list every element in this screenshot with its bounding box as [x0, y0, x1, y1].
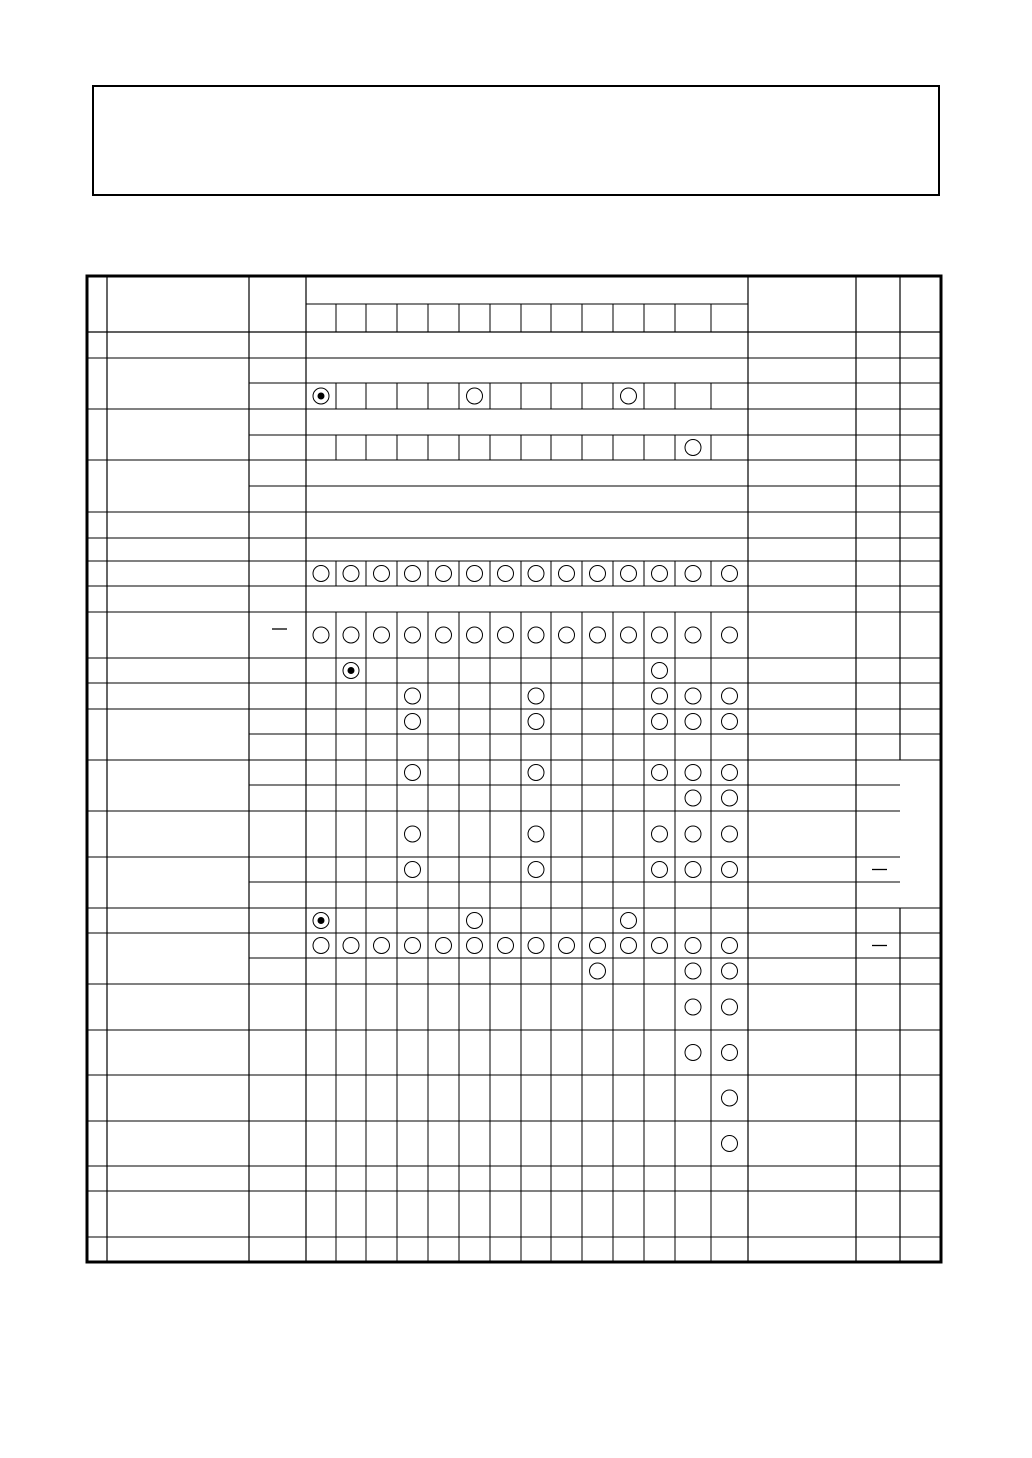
open-circle-icon — [528, 938, 544, 954]
open-circle-icon — [374, 938, 390, 954]
open-circle-icon — [621, 627, 637, 643]
open-circle-icon — [652, 765, 668, 781]
open-circle-icon — [405, 765, 421, 781]
open-circle-icon — [313, 627, 329, 643]
open-circle-icon — [621, 913, 637, 929]
open-circle-icon — [528, 627, 544, 643]
open-circle-icon — [652, 566, 668, 582]
open-circle-icon — [436, 938, 452, 954]
open-circle-icon — [722, 714, 738, 730]
open-circle-icon — [722, 765, 738, 781]
open-circle-icon — [652, 714, 668, 730]
open-circle-icon — [722, 1045, 738, 1061]
open-circle-icon — [685, 790, 701, 806]
open-circle-icon — [343, 627, 359, 643]
open-circle-icon — [405, 627, 421, 643]
open-circle-icon — [652, 862, 668, 878]
filled-dot-icon — [318, 393, 325, 400]
open-circle-icon — [652, 627, 668, 643]
open-circle-icon — [722, 790, 738, 806]
open-circle-icon — [685, 1045, 701, 1061]
open-circle-icon — [498, 566, 514, 582]
open-circle-icon — [559, 938, 575, 954]
open-circle-icon — [559, 627, 575, 643]
open-circle-icon — [467, 913, 483, 929]
open-circle-icon — [590, 627, 606, 643]
open-circle-icon — [722, 963, 738, 979]
open-circle-icon — [621, 938, 637, 954]
table-frame — [87, 276, 941, 1262]
open-circle-icon — [528, 765, 544, 781]
open-circle-icon — [722, 1090, 738, 1106]
open-circle-icon — [722, 862, 738, 878]
open-circle-icon — [528, 566, 544, 582]
open-circle-icon — [467, 627, 483, 643]
open-circle-icon — [685, 627, 701, 643]
open-circle-icon — [467, 388, 483, 404]
open-circle-icon — [374, 566, 390, 582]
open-circle-icon — [405, 938, 421, 954]
open-circle-icon — [436, 566, 452, 582]
open-circle-icon — [559, 566, 575, 582]
open-circle-icon — [467, 566, 483, 582]
filled-dot-icon — [318, 917, 325, 924]
open-circle-icon — [652, 826, 668, 842]
open-circle-icon — [685, 714, 701, 730]
open-circle-icon — [498, 938, 514, 954]
open-circle-icon — [590, 566, 606, 582]
open-circle-icon — [528, 688, 544, 704]
open-circle-icon — [685, 440, 701, 456]
open-circle-icon — [467, 938, 483, 954]
open-circle-icon — [722, 826, 738, 842]
open-circle-icon — [405, 688, 421, 704]
open-circle-icon — [685, 566, 701, 582]
open-circle-icon — [722, 1136, 738, 1152]
open-circle-icon — [621, 388, 637, 404]
open-circle-icon — [343, 566, 359, 582]
open-circle-icon — [405, 714, 421, 730]
open-circle-icon — [590, 938, 606, 954]
open-circle-icon — [528, 826, 544, 842]
open-circle-icon — [343, 938, 359, 954]
open-circle-icon — [722, 688, 738, 704]
open-circle-icon — [685, 765, 701, 781]
open-circle-icon — [722, 999, 738, 1015]
open-circle-icon — [498, 627, 514, 643]
open-circle-icon — [652, 663, 668, 679]
open-circle-icon — [374, 627, 390, 643]
open-circle-icon — [722, 627, 738, 643]
open-circle-icon — [590, 963, 606, 979]
open-circle-icon — [685, 999, 701, 1015]
open-circle-icon — [528, 862, 544, 878]
open-circle-icon — [722, 938, 738, 954]
open-circle-icon — [685, 862, 701, 878]
open-circle-icon — [405, 826, 421, 842]
open-circle-icon — [621, 566, 637, 582]
open-circle-icon — [685, 963, 701, 979]
filled-dot-icon — [348, 667, 355, 674]
open-circle-icon — [528, 714, 544, 730]
open-circle-icon — [436, 627, 452, 643]
open-circle-icon — [405, 566, 421, 582]
open-circle-icon — [685, 826, 701, 842]
open-circle-icon — [405, 862, 421, 878]
open-circle-icon — [685, 938, 701, 954]
open-circle-icon — [652, 938, 668, 954]
open-circle-icon — [652, 688, 668, 704]
open-circle-icon — [685, 688, 701, 704]
open-circle-icon — [313, 566, 329, 582]
open-circle-icon — [722, 566, 738, 582]
open-circle-icon — [313, 938, 329, 954]
